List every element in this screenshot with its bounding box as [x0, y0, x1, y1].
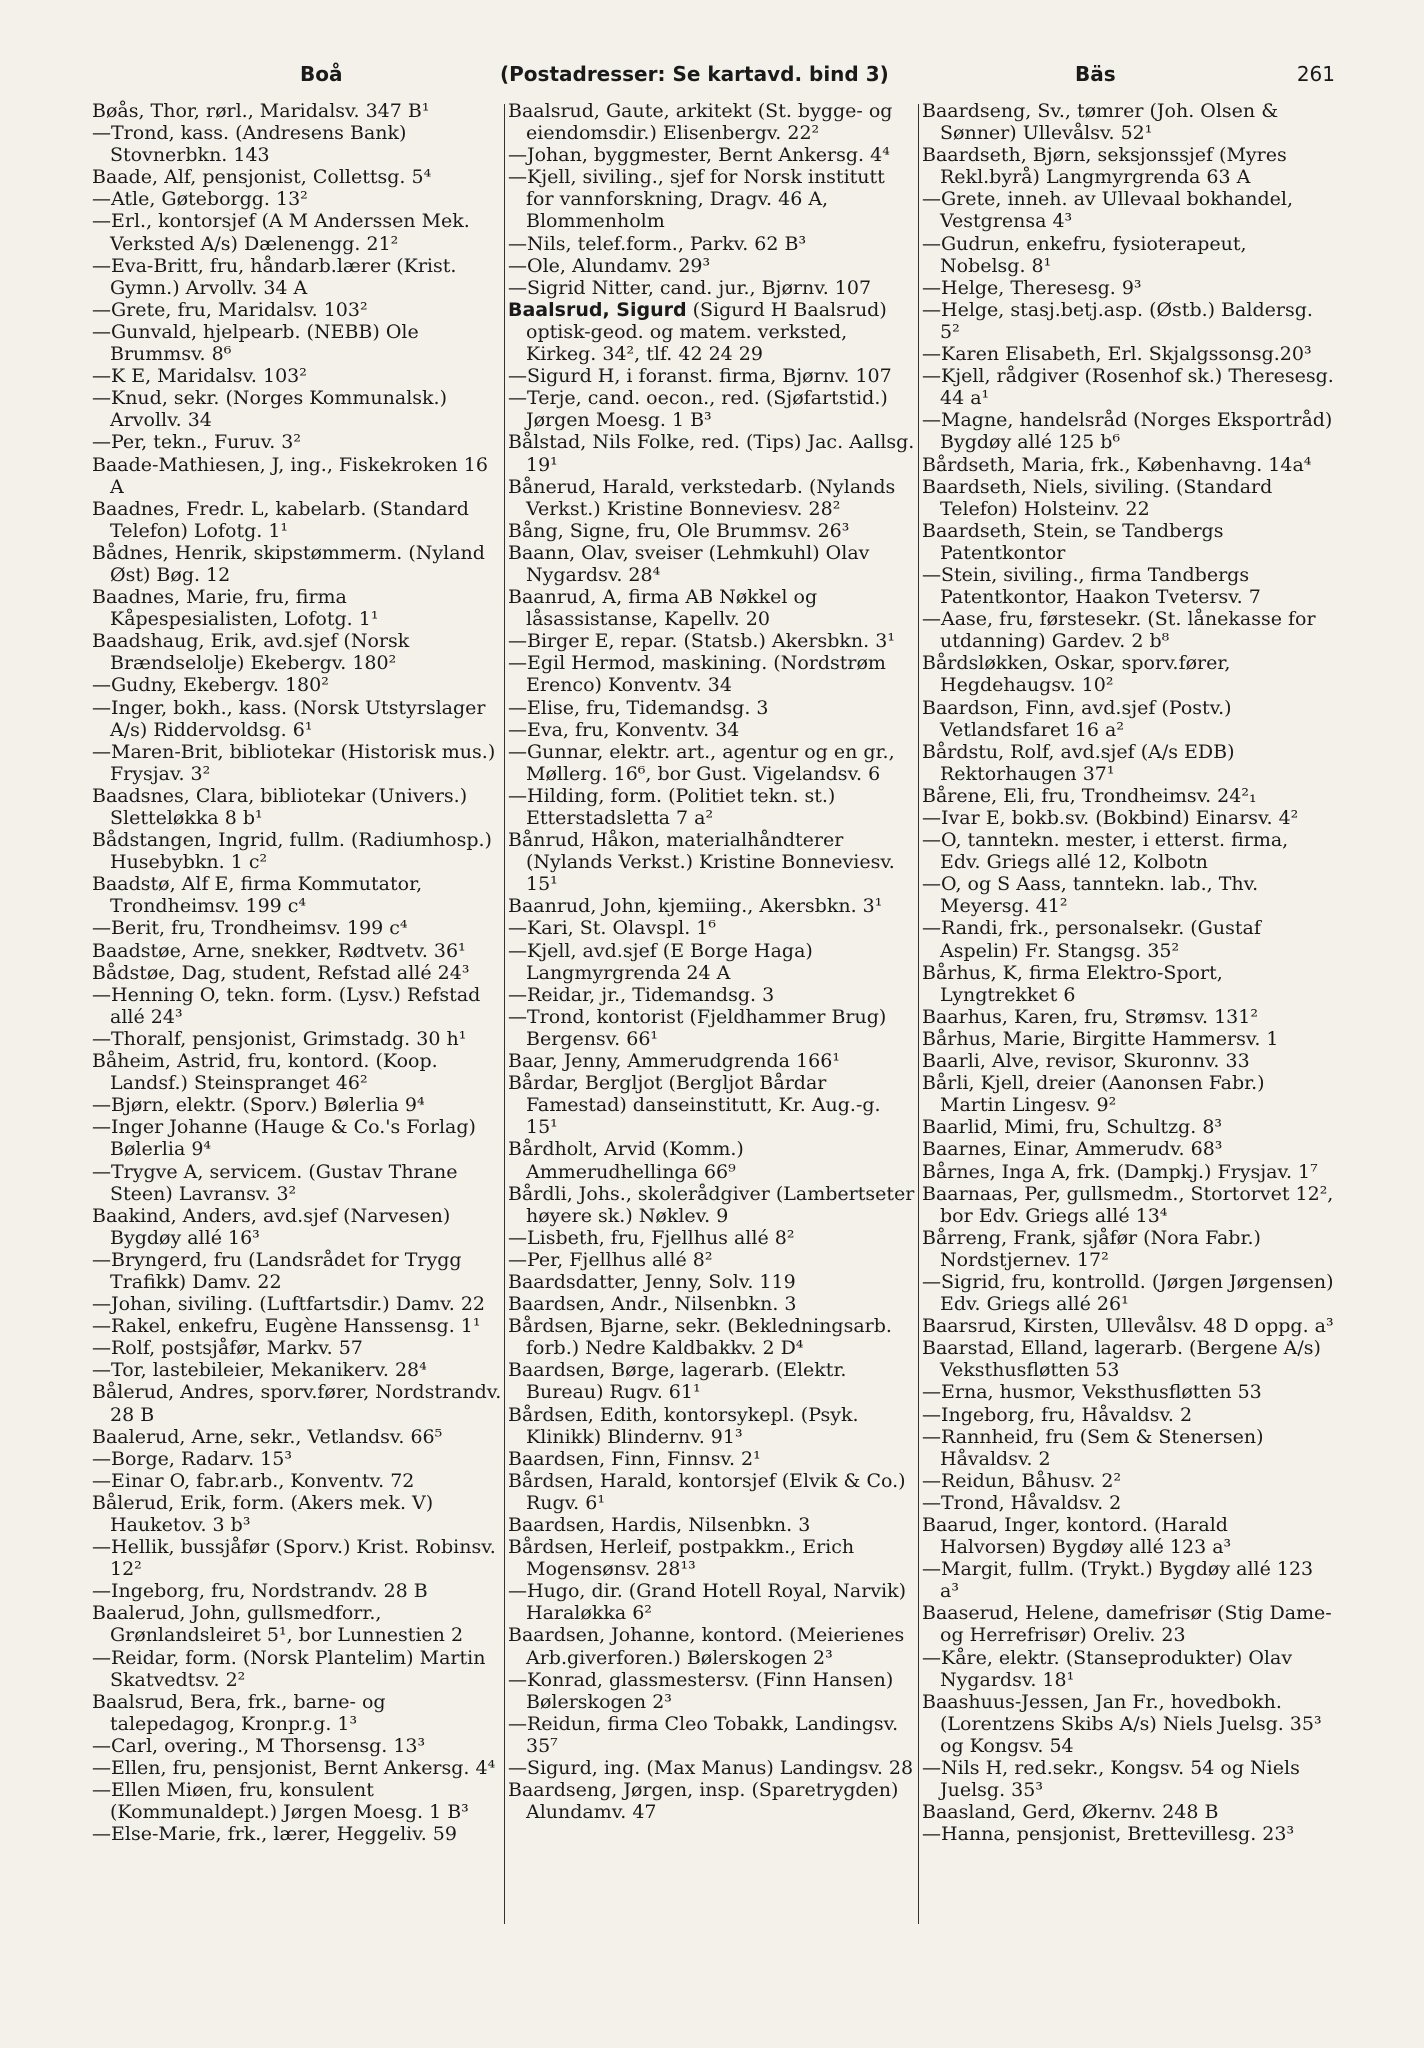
directory-entry: Baade, Alf, pensjonist, Collettsg. 5⁴	[92, 166, 432, 189]
directory-entry: Baardseng, Sv., tømrer (Joh. Olsen & Sønner) Ullevålsv. 52¹	[922, 100, 1279, 145]
directory-entry: Baalsrud, Sigurd (Sigurd H Baalsrud) optisk-geod. og matem. verksted, Kirkeg. 34², tlf. 42 24 29	[508, 298, 887, 366]
directory-entry: Bøås, Thor, rørl., Maridalsv. 347 B¹	[92, 100, 430, 122]
directory-entry: Baardseth, Bjørn, seksjonssjef (Myres Rekl.byrå) Langmyrgrenda 63 A	[922, 144, 1287, 189]
directory-entry: Baasland, Gerd, Økernv. 248 B	[922, 1801, 1219, 1824]
directory-entry: Bålerud, Andres, sporv.fører, Nordstrandv. 28 B	[92, 1381, 502, 1426]
directory-entry: —Per, tekn., Furuv. 3²	[92, 431, 301, 454]
directory-entry: Baarsrud, Kirsten, Ullevålsv. 48 D oppg. a³	[922, 1315, 1334, 1338]
directory-entry: —Magne, handelsråd (Norges Eksportråd) Bygdøy allé 125 b⁶	[922, 409, 1333, 454]
directory-entry: Bårdsen, Edith, kontorsykepl. (Psyk. Klinikk) Blindernv. 91³	[508, 1403, 859, 1448]
directory-entry: —Kjell, avd.sjef (E Borge Haga) Langmyrgrenda 24 A	[508, 939, 813, 984]
directory-entry: —Helge, Theresesg. 9³	[922, 276, 1142, 299]
directory-entry: Baadsnes, Clara, bibliotekar (Univers.) Sletteløkka 8 b¹	[92, 784, 468, 829]
directory-entry: —Johan, siviling. (Luftfartsdir.) Damv. 22	[92, 1293, 486, 1316]
directory-entry: —Reidar, jr., Tidemandsg. 3	[508, 983, 775, 1006]
directory-entry: Bårnes, Inga A, frk. (Dampkj.) Frysjav. 1⁷	[922, 1160, 1318, 1183]
directory-entry: —Stein, siviling., firma Tandbergs Patentkontor, Haakon Tvetersv. 7	[922, 563, 1261, 609]
directory-entry: —Bjørn, elektr. (Sporv.) Bølerlia 9⁴	[92, 1094, 425, 1117]
directory-entry: Baadshaug, Erik, avd.sjef (Norsk Brændselolje) Ekebergv. 180²	[92, 630, 410, 675]
directory-entry: —Tor, lastebileier, Mekanikerv. 28⁴	[92, 1359, 427, 1382]
directory-entry: —Ole, Alundamv. 29³	[508, 254, 711, 277]
directory-entry: —O, tanntekn. mester, i etterst. firma, Edv. Griegs allé 12, Kolbotn	[922, 829, 1289, 874]
directory-entry: —Helge, stasj.betj.asp. (Østb.) Baldersg. 5²	[922, 298, 1313, 343]
directory-entry: —Maren-Brit, bibliotekar (Historisk mus.) Frysjav. 3²	[92, 740, 496, 785]
directory-entry: Bårdsen, Bjarne, sekr. (Bekledningsarb. forb.) Nedre Kaldbakkv. 2 D⁴	[508, 1315, 892, 1360]
directory-entry: —Johan, byggmester, Bernt Ankersg. 4⁴	[508, 144, 890, 167]
directory-entry: Bårhus, Marie, Birgitte Hammersv. 1	[922, 1027, 1279, 1050]
directory-entry: Baarnaas, Per, gullsmedm., Stortorvet 12², bor Edv. Griegs allé 13⁴	[922, 1182, 1334, 1227]
directory-entry: —Trond, Håvaldsv. 2	[922, 1491, 1122, 1514]
directory-entry: Baardson, Finn, avd.sjef (Postv.) Vetlandsfaret 16 a²	[922, 696, 1232, 741]
directory-entry: —Nils H, red.sekr., Kongsv. 54 og Niels Juelsg. 35³	[922, 1757, 1300, 1802]
directory-entry: —Karen Elisabeth, Erl. Skjalgssonsg.20³	[922, 343, 1312, 366]
directory-entry: —Per, Fjellhus allé 8²	[508, 1248, 713, 1271]
directory-entry: —Gunvald, hjelpearb. (NEBB) Ole Brummsv. 8⁶	[92, 320, 419, 366]
directory-entry: Bårdar, Bergljot (Bergljot Bårdar Famestad) danseinstitutt, Kr. Aug.-g. 15¹	[508, 1072, 881, 1139]
directory-entry: —Randi, frk., personalsekr. (Gustaf Aspelin) Fr. Stangsg. 35²	[922, 917, 1261, 962]
directory-entry: Båheim, Astrid, fru, kontord. (Koop. Landsf.) Steinspranget 46²	[92, 1050, 438, 1095]
directory-entry: Baarstad, Elland, lagerarb. (Bergene A/s) Veksthusfløtten 53	[922, 1337, 1321, 1382]
directory-entry: —Eva, fru, Konventv. 34	[508, 718, 740, 741]
directory-entry: —Hugo, dir. (Grand Hotell Royal, Narvik) Haraløkka 6²	[508, 1580, 907, 1625]
directory-entry: —Hellik, bussjåfør (Sporv.) Krist. Robinsv. 12²	[92, 1536, 496, 1581]
directory-entry: Baardsen, Hardis, Nilsenbkn. 3	[508, 1514, 811, 1536]
directory-entry: Bådnes, Henrik, skipstømmerm. (Nyland Øst) Bøg. 12	[92, 541, 485, 586]
directory-entry: Bårdseth, Maria, frk., Københavng. 14a⁴	[922, 453, 1312, 476]
directory-entry: Baalsrud, Bera, frk., barne- og talepedagog, Kronpr.g. 1³	[92, 1690, 386, 1735]
directory-entry: —Atle, Gøteborgg. 13²	[92, 188, 308, 211]
directory-entry: —Trygve A, servicem. (Gustav Thrane Steen) Lavransv. 3²	[92, 1160, 458, 1205]
directory-entry: Baadnes, Fredr. L, kabelarb. (Standard Telefon) Lofotg. 1¹	[92, 497, 469, 542]
page-number: 261	[1296, 62, 1335, 86]
directory-entry: Bålerud, Erik, form. (Akers mek. V) Hauketov. 3 b³	[92, 1491, 434, 1536]
directory-entry: —Ivar E, bokb.sv. (Bokbind) Einarsv. 4²	[922, 807, 1299, 829]
directory-entry: Baardseth, Stein, se Tandbergs Patentkontor	[922, 519, 1224, 564]
directory-entry: —Erna, husmor, Veksthusfløtten 53	[922, 1381, 1262, 1404]
directory-entry: —Carl, overing., M Thorsensg. 13³	[92, 1734, 426, 1757]
directory-entry: —Gudrun, enkefru, fysioterapeut, Nobelsg. 8¹	[922, 232, 1247, 277]
directory-entry: —Rakel, enkefru, Eugène Hanssensg. 1¹	[92, 1315, 481, 1338]
directory-entry: —Rolf, postsjåfør, Markv. 57	[92, 1337, 363, 1360]
directory-entry: Baadstøe, Arne, snekker, Rødtvetv. 36¹	[92, 939, 466, 962]
directory-entry: Bårreng, Frank, sjåfør (Nora Fabr.) Nordstjernev. 17²	[922, 1226, 1261, 1271]
directory-entry: —Margit, fullm. (Trykt.) Bygdøy allé 123 a³	[922, 1558, 1314, 1603]
directory-entry: —Hilding, form. (Politiet tekn. st.) Etterstadsletta 7 a²	[508, 784, 836, 829]
directory-entry: Bårdsløkken, Oskar, sporv.fører, Hegdehaugsv. 10²	[922, 652, 1231, 697]
column-divider	[504, 104, 505, 1924]
directory-entry: —Ingeborg, fru, Nordstrandv. 28 B	[92, 1580, 428, 1603]
header-right-guide-word: Bäs	[1075, 62, 1116, 86]
directory-entry: Baakind, Anders, avd.sjef (Narvesen) Bygdøy allé 16³	[92, 1204, 451, 1249]
directory-entry: —Lisbeth, fru, Fjellhus allé 8²	[508, 1226, 795, 1249]
directory-entry: Baade-Mathiesen, J, ing., Fiskekroken 16 A	[92, 453, 488, 498]
directory-entry: Bårdli, Johs., skolerådgiver (Lambertseter høyere sk.) Nøklev. 9	[508, 1182, 915, 1227]
directory-entry: —Sigrid, fru, kontrolld. (Jørgen Jørgensen) Edv. Griegs allé 26¹	[922, 1270, 1334, 1316]
directory-entry: —Trond, kass. (Andresens Bank) Stovnerbkn. 143	[92, 122, 407, 167]
directory-entry: —Erl., kontorsjef (A M Anderssen Mek. Verksted A/s) Dælenengg. 21²	[92, 210, 470, 255]
directory-entry: —Ingeborg, fru, Håvaldsv. 2	[922, 1403, 1193, 1426]
directory-entry: Baar, Jenny, Ammerudgrenda 166¹	[508, 1050, 840, 1073]
directory-entry: Bårdsen, Harald, kontorsjef (Elvik & Co.) Rugv. 6¹	[508, 1469, 906, 1514]
directory-entry: Baann, Olav, sveiser (Lehmkuhl) Olav Nygardsv. 28⁴	[508, 541, 870, 586]
column-divider	[918, 104, 919, 1924]
directory-entry: —Hanna, pensjonist, Brettevillesg. 23³	[922, 1823, 1295, 1846]
directory-entry: Baarhus, Karen, fru, Strømsv. 131²	[922, 1005, 1258, 1028]
directory-entry: —Inger, bokh., kass. (Norsk Utstyrslager A/s) Riddervoldsg. 6¹	[92, 696, 486, 741]
directory-column-3	[922, 100, 1334, 2000]
directory-entry: —Knud, sekr. (Norges Kommunalsk.) Arvollv. 34	[92, 387, 447, 432]
directory-entry: Baardseng, Jørgen, insp. (Sparetrygden) Alundamv. 47	[508, 1779, 899, 1824]
directory-entry: Bådstøe, Dag, student, Refstad allé 24³	[92, 961, 470, 984]
directory-entry: Bårdsen, Herleif, postpakkm., Erich Mogensønsv. 28¹³	[508, 1536, 855, 1581]
directory-entry: —Grete, fru, Maridalsv. 103²	[92, 298, 368, 321]
directory-entry: Baashuus-Jessen, Jan Fr., hovedbokh. (Lorentzens Skibs A/s) Niels Juelsg. 35³ og Kongsv. 54	[922, 1690, 1322, 1757]
directory-entry: Bårene, Eli, fru, Trondheimsv. 24²₁	[922, 784, 1257, 807]
directory-entry: —Nils, telef.form., Parkv. 62 B³	[508, 232, 807, 255]
directory-entry: Bårdholt, Arvid (Komm.) Ammerudhellinga 66⁹	[508, 1138, 744, 1183]
directory-entry: —Eva-Britt, fru, håndarb.lærer (Krist. Gymn.) Arvollv. 34 A	[92, 254, 457, 299]
directory-entry: —K E, Maridalsv. 103²	[92, 365, 307, 388]
directory-entry: —Grete, inneh. av Ullevaal bokhandel, Vestgrensa 4³	[922, 188, 1294, 233]
directory-entry: Baardsen, Johanne, kontord. (Meierienes Arb.giverforen.) Bølerskogen 2³	[508, 1624, 905, 1669]
directory-entry: Baarli, Alve, revisor, Skuronnv. 33	[922, 1050, 1250, 1073]
directory-entry: —Berit, fru, Trondheimsv. 199 c⁴	[92, 917, 408, 940]
directory-entry: —Reidun, Båhusv. 2²	[922, 1469, 1122, 1492]
directory-entry: Baalerud, Arne, sekr., Vetlandsv. 66⁵	[92, 1425, 443, 1448]
directory-entry: —Rannheid, fru (Sem & Stenersen) Håvaldsv. 2	[922, 1425, 1264, 1470]
directory-column-2	[508, 100, 916, 2000]
directory-entry: —Bryngerd, fru (Landsrådet for Trygg Trafikk) Damv. 22	[92, 1248, 462, 1293]
directory-entry: Bårhus, K, firma Elektro-Sport, Lyngtrekket 6	[922, 961, 1223, 1006]
directory-entry: Baalsrud, Gaute, arkitekt (St. bygge- og eiendomsdir.) Elisenbergv. 22²	[508, 100, 893, 145]
directory-entry: —Kjell, rådgiver (Rosenhof sk.) Theresesg. 44 a¹	[922, 365, 1334, 410]
directory-entry: —Konrad, glassmestersv. (Finn Hansen) Bølerskogen 2³	[508, 1668, 894, 1713]
page-header	[90, 62, 1335, 98]
directory-entry: Baardsdatter, Jenny, Solv. 119	[508, 1270, 796, 1293]
directory-entry: —Ellen Miøen, fru, konsulent (Kommunaldept.) Jørgen Moesg. 1 B³	[92, 1779, 469, 1824]
header-left-guide-word: Boå	[300, 62, 343, 86]
directory-entry: —Egil Hermod, maskining. (Nordstrøm Erenco) Konventv. 34	[508, 652, 886, 697]
directory-entry: —Reidar, form. (Norsk Plantelim) Martin Skatvedtsv. 2²	[92, 1646, 486, 1691]
directory-entry: Baarlid, Mimi, fru, Schultzg. 8³	[922, 1116, 1223, 1139]
directory-entry: —Gunnar, elektr. art., agentur og en gr., Møllerg. 16⁶, bor Gust. Vigelandsv. 6	[508, 740, 895, 785]
directory-entry: Bånrud, Håkon, materialhåndterer (Nylands Verkst.) Kristine Bonneviesv. 15¹	[508, 829, 895, 896]
directory-entry: —Sigrid Nitter, cand. jur., Bjørnv. 107	[508, 276, 872, 299]
directory-entry: —Reidun, firma Cleo Tobakk, Landingsv. 35⁷	[508, 1712, 899, 1757]
directory-entry: —Henning O, tekn. form. (Lysv.) Refstad allé 24³	[92, 983, 481, 1028]
directory-entry: —Inger Johanne (Hauge & Co.'s Forlag) Bølerlia 9⁴	[92, 1116, 476, 1161]
directory-entry: Baadnes, Marie, fru, firma Kåpespesialisten, Lofotg. 1¹	[92, 586, 379, 631]
directory-entry: —Trond, kontorist (Fjeldhammer Brug) Bergensv. 66¹	[508, 1005, 887, 1050]
directory-entry: Baaserud, Helene, damefrisør (Stig Dame- og Herrefrisør) Oreliv. 23	[922, 1602, 1332, 1647]
directory-entry: Bålstad, Nils Folke, red. (Tips) Jac. Aallsg. 19¹	[508, 431, 915, 476]
directory-entry: Baalerud, John, gullsmedforr., Grønlandsleiret 5¹, bor Lunnestien 2	[92, 1602, 464, 1647]
directory-entry: Baadstø, Alf E, firma Kommutator, Trondheimsv. 199 c⁴	[92, 873, 423, 918]
directory-entry: Baarnes, Einar, Ammerudv. 68³	[922, 1138, 1223, 1161]
directory-entry: —Gudny, Ekebergv. 180²	[92, 674, 329, 697]
directory-entry: —Birger E, repar. (Statsb.) Akersbkn. 3¹	[508, 630, 895, 653]
directory-entry: —O, og S Aass, tanntekn. lab., Thv. Meyersg. 41²	[922, 873, 1259, 918]
directory-entry: Baarud, Inger, kontord. (Harald Halvorsen) Bygdøy allé 123 a³	[922, 1514, 1232, 1559]
directory-entry: —Thoralf, pensjonist, Grimstadg. 30 h¹	[92, 1027, 467, 1050]
header-center-note: (Postadresser: Se kartavd. bind 3)	[500, 62, 889, 86]
directory-entry: Bång, Signe, fru, Ole Brummsv. 26³	[508, 519, 850, 542]
entry-name-bold: Baalsrud, Sigurd	[508, 298, 687, 321]
directory-entry: —Elise, fru, Tidemandsg. 3	[508, 696, 769, 719]
directory-entry: —Sigurd, ing. (Max Manus) Landingsv. 28	[508, 1757, 914, 1780]
directory-entry: Baardseth, Niels, siviling. (Standard Telefon) Holsteinv. 22	[922, 475, 1273, 520]
directory-entry: Baardsen, Børge, lagerarb. (Elektr. Bureau) Rugv. 61¹	[508, 1359, 847, 1404]
directory-entry: —Sigurd H, i foranst. firma, Bjørnv. 107	[508, 365, 892, 388]
directory-entry: —Einar O, fabr.arb., Konventv. 72	[92, 1469, 415, 1492]
directory-entry: —Kari, St. Olavspl. 1⁶	[508, 917, 716, 940]
directory-entry: Bådstangen, Ingrid, fullm. (Radiumhosp.) Husebybkn. 1 c²	[92, 829, 492, 874]
directory-entry: —Else-Marie, frk., lærer, Heggeliv. 59	[92, 1823, 457, 1846]
directory-entry: Bårli, Kjell, dreier (Aanonsen Fabr.) Martin Lingesv. 9²	[922, 1072, 1265, 1117]
directory-entry: —Kåre, elektr. (Stanseprodukter) Olav Nygardsv. 18¹	[922, 1646, 1293, 1691]
directory-entry: Bårdstu, Rolf, avd.sjef (A/s EDB) Rektorhaugen 37¹	[922, 740, 1235, 785]
directory-entry: Baardsen, Andr., Nilsenbkn. 3	[508, 1293, 797, 1316]
directory-entry: Baanrud, A, firma AB Nøkkel og låsassistanse, Kapellv. 20	[508, 586, 818, 631]
directory-entry: Baanrud, John, kjemiing., Akersbkn. 3¹	[508, 895, 883, 918]
directory-entry: Bånerud, Harald, verkstedarb. (Nylands Verkst.) Kristine Bonneviesv. 28²	[508, 475, 896, 520]
directory-entry: —Kjell, siviling., sjef for Norsk institutt for vannforskning, Dragv. 46 A, Blommenholm	[508, 166, 885, 233]
directory-entry: Baardsen, Finn, Finnsv. 2¹	[508, 1447, 761, 1470]
directory-entry: —Terje, cand. oecon., red. (Sjøfartstid.) Jørgen Moesg. 1 B³	[508, 387, 888, 432]
directory-entry: —Aase, fru, førstesekr. (St. lånekasse for utdanning) Gardev. 2 b⁸	[922, 608, 1316, 653]
directory-entry: —Borge, Radarv. 15³	[92, 1447, 292, 1470]
directory-entry: —Ellen, fru, pensjonist, Bernt Ankersg. 4⁴	[92, 1757, 496, 1780]
directory-column-1	[92, 100, 502, 2000]
